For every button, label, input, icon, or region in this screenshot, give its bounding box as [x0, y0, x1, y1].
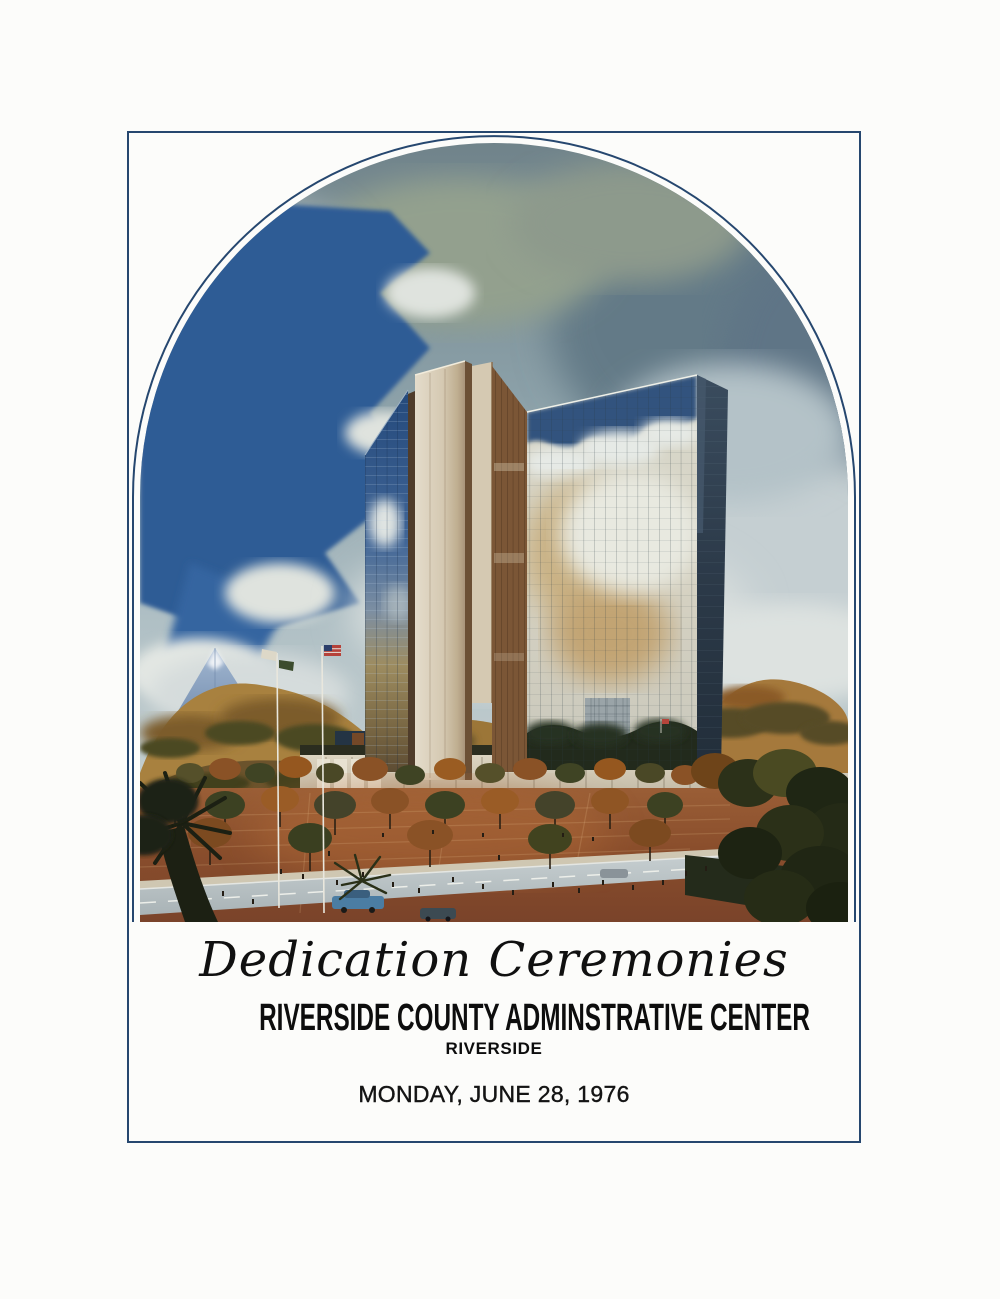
building-name-title: RIVERSIDE COUNTY ADMINSTRATIVE CENTER	[259, 997, 810, 1039]
recessed-glass-band	[492, 366, 527, 772]
left-tower	[365, 390, 412, 772]
us-flag	[324, 645, 341, 656]
right-tower	[525, 375, 728, 772]
city-label: RIVERSIDE	[445, 1039, 543, 1058]
far-car	[600, 869, 628, 878]
event-title: Dedication Ceremonies	[199, 932, 789, 988]
event-date: MONDAY, JUNE 28, 1976	[358, 1081, 630, 1107]
building-illustration	[130, 133, 858, 925]
